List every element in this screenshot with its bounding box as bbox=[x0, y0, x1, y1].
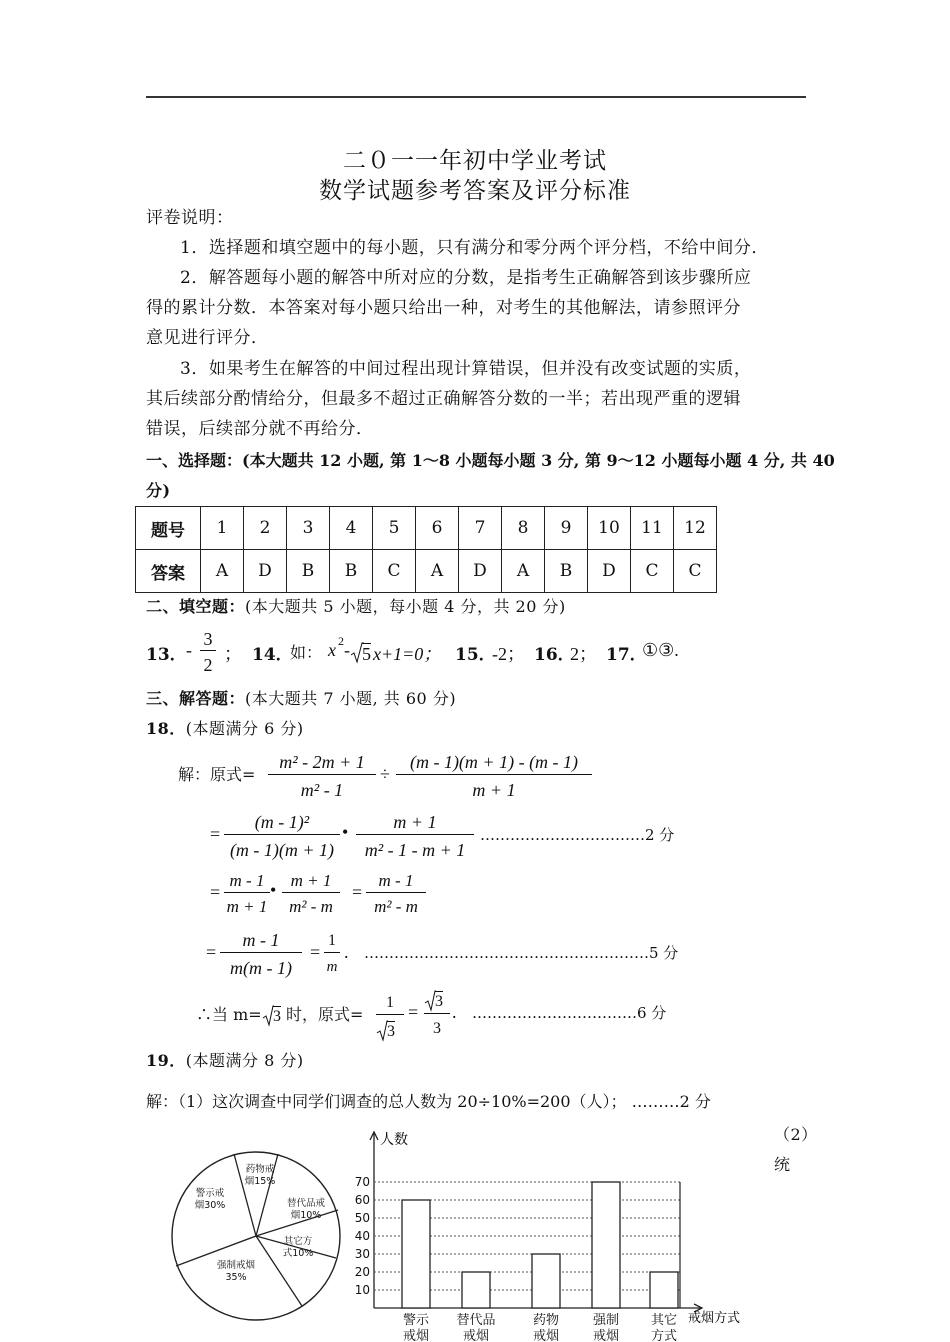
q18-f4-num: m + 1 bbox=[356, 810, 474, 835]
table-cell: C bbox=[373, 550, 416, 593]
table-row-numbers bbox=[136, 507, 717, 550]
q13-sep: ； bbox=[224, 644, 242, 664]
table-cell: A bbox=[201, 550, 244, 593]
q18-bullet-1: • bbox=[342, 822, 349, 842]
q15-answer: -2； bbox=[492, 644, 525, 664]
q18-f2-den: m + 1 bbox=[472, 780, 516, 800]
x-category-label: 替代品 bbox=[456, 1313, 496, 1328]
table-cell: A bbox=[502, 550, 545, 593]
q18-period-2: . bbox=[452, 1002, 457, 1022]
q19-heading bbox=[146, 1046, 304, 1076]
table-cell: 9 bbox=[545, 507, 588, 550]
q18-f7-num: m - 1 bbox=[366, 870, 426, 893]
title-line-1: 二０一一年初中学业考试 bbox=[343, 148, 607, 174]
q18-label: 18． bbox=[146, 719, 186, 738]
q18-eq-4: = bbox=[206, 942, 217, 962]
q13-label: 13． bbox=[146, 645, 187, 665]
x-category-label: 警示 bbox=[402, 1313, 430, 1328]
pie-chart bbox=[168, 1148, 344, 1324]
q18-eq-6: = bbox=[408, 1002, 419, 1022]
table-cell: 3 bbox=[287, 507, 330, 550]
pie-label: 35% bbox=[225, 1272, 247, 1283]
q18-f9-num: 1 bbox=[324, 930, 340, 953]
x-category-label: 戒烟 bbox=[462, 1329, 490, 1342]
q18-f11-den: 3 bbox=[433, 1020, 441, 1037]
q18-f11-num: 3 bbox=[435, 993, 443, 1010]
q19-part2-a: （2） bbox=[774, 1125, 818, 1144]
note-3c: 错误，后续部分就不再给分． bbox=[146, 419, 374, 439]
table-head-answer: 答案 bbox=[136, 550, 201, 593]
table-cell: 5 bbox=[373, 507, 416, 550]
q18-f8-den: m(m - 1) bbox=[230, 958, 292, 978]
q18-solve: 解：原式= bbox=[178, 765, 256, 784]
section-2-desc: (本大题共 5 小题，每小题 4 分，共 20 分) bbox=[245, 597, 566, 616]
answer-table bbox=[135, 506, 717, 593]
y-tick-label: 10 bbox=[354, 1283, 370, 1297]
table-cell: 11 bbox=[631, 507, 674, 550]
bar bbox=[650, 1272, 678, 1308]
table-head-number: 题号 bbox=[136, 507, 201, 550]
y-tick-label: 50 bbox=[354, 1211, 370, 1225]
q18-f9-den: m bbox=[326, 959, 338, 975]
pie-label: 式10% bbox=[282, 1248, 314, 1259]
table-cell: 8 bbox=[502, 507, 545, 550]
q18-heading bbox=[146, 714, 304, 744]
table-row-answers bbox=[136, 550, 717, 593]
q19-solve: 解：（1）这次调查中同学们调查的总人数为 20÷10%=200（人）； ………2 分 bbox=[146, 1092, 711, 1111]
q16-label: 16． bbox=[534, 645, 575, 665]
q18-root3: 3 bbox=[273, 1008, 281, 1025]
pie-label: 烟15% bbox=[244, 1176, 276, 1187]
x-category-label: 药物 bbox=[532, 1313, 560, 1328]
pie-label: 替代品戒 bbox=[286, 1198, 326, 1209]
q14-root: 5 bbox=[362, 644, 371, 664]
bar bbox=[462, 1272, 490, 1308]
bar bbox=[592, 1182, 620, 1308]
q18-f10-den-root: 3 bbox=[387, 1023, 395, 1040]
bar bbox=[532, 1254, 560, 1308]
x-category-label: 强制 bbox=[592, 1313, 620, 1328]
q18-eq-5: = bbox=[310, 942, 321, 962]
section-2-title: 二、填空题： bbox=[146, 597, 246, 616]
pie-label: 强制戒烟 bbox=[216, 1260, 256, 1271]
y-tick-label: 60 bbox=[354, 1193, 370, 1207]
q18-f5-num: m - 1 bbox=[224, 870, 270, 893]
title-line-2: 数学试题参考答案及评分标准 bbox=[319, 178, 631, 204]
q18-f4-den: m² - 1 - m + 1 bbox=[364, 840, 466, 860]
table-cell: 6 bbox=[416, 507, 459, 550]
x-category-label: 戒烟 bbox=[402, 1329, 430, 1342]
q18-eq-3: = bbox=[352, 882, 363, 902]
q18-f11-bar bbox=[424, 1013, 450, 1014]
section-3-title: 三、解答题： bbox=[146, 689, 246, 708]
y-tick-label: 70 bbox=[354, 1175, 370, 1189]
x-category-label: 其它 bbox=[650, 1313, 678, 1328]
q18-f3-num: (m - 1)² bbox=[224, 810, 340, 835]
pie-label: 警示戒 bbox=[195, 1188, 225, 1199]
pie-label: 药物戒 bbox=[245, 1164, 275, 1175]
table-cell: D bbox=[459, 550, 502, 593]
q18-div: ÷ bbox=[380, 764, 390, 784]
q18-bullet-2: • bbox=[270, 880, 277, 900]
note-2c: 意见进行评分． bbox=[146, 328, 269, 348]
note-1: 1．选择题和填空题中的每小题，只有满分和零分两个评分档，不给中间分． bbox=[180, 238, 769, 258]
table-cell: 4 bbox=[330, 507, 373, 550]
table-cell: A bbox=[416, 550, 459, 593]
q13-numerator: 3 bbox=[200, 628, 216, 651]
table-cell: 10 bbox=[588, 507, 631, 550]
y-axis-label: 人数 bbox=[380, 1132, 408, 1148]
q14-minus: - bbox=[344, 640, 350, 660]
note-2b: 得的累计分数．本答案对每小题只给出一种，对考生的其他解法，请参照评分 bbox=[146, 298, 741, 318]
q15-label: 15． bbox=[455, 645, 496, 665]
x-category-label: 戒烟 bbox=[532, 1329, 560, 1342]
q18-f1-num: m² - 2m + 1 bbox=[268, 750, 376, 775]
y-tick-label: 20 bbox=[354, 1265, 370, 1279]
q18-f5-den: m + 1 bbox=[226, 897, 268, 916]
note-2a: 2．解答题每小题的解答中所对应的分数，是指考生正确解答到该步骤所应 bbox=[180, 268, 752, 288]
q16-answer: 2； bbox=[570, 644, 597, 664]
table-cell: C bbox=[674, 550, 717, 593]
q17-answer: ①③. bbox=[642, 640, 679, 660]
q17-label: 17． bbox=[606, 645, 647, 665]
q14-sup: 2 bbox=[338, 634, 344, 648]
notes-heading: 评卷说明： bbox=[146, 208, 234, 228]
q18-period-1: . bbox=[344, 942, 349, 962]
table-cell: B bbox=[545, 550, 588, 593]
q14-label: 14． bbox=[252, 645, 293, 665]
pie-label: 烟30% bbox=[194, 1200, 226, 1211]
q14-tail: x+1=0； bbox=[373, 644, 442, 664]
table-cell: C bbox=[631, 550, 674, 593]
q14-x: x bbox=[328, 640, 336, 660]
q13-denominator: 2 bbox=[203, 655, 213, 675]
table-cell: D bbox=[244, 550, 287, 593]
bar bbox=[402, 1200, 430, 1308]
q18-eq-2: = bbox=[210, 882, 221, 902]
q18-when: ∴当 m= bbox=[196, 1005, 262, 1024]
y-tick-label: 30 bbox=[354, 1247, 370, 1261]
table-cell: B bbox=[330, 550, 373, 593]
table-cell: D bbox=[588, 550, 631, 593]
note-3b: 其后续部分酌情给分，但最多不超过正确解答分数的一半；若出现严重的逻辑 bbox=[146, 389, 741, 409]
table-cell: 1 bbox=[201, 507, 244, 550]
q18-f6-den: m² - m bbox=[289, 897, 333, 916]
q18-f3-den: (m - 1)(m + 1) bbox=[229, 840, 335, 860]
note-3a: 3．如果考生在解答的中间过程出现计算错误，但并没有改变试题的实质， bbox=[180, 359, 752, 379]
section-1-heading-cont: 分) bbox=[146, 481, 171, 500]
q19-part2-b: 统 bbox=[774, 1155, 791, 1174]
q19-desc: (本题满分 8 分) bbox=[185, 1051, 304, 1070]
top-rule bbox=[146, 96, 806, 98]
q18-desc: (本题满分 6 分) bbox=[185, 719, 304, 738]
table-cell: 7 bbox=[459, 507, 502, 550]
q18-f1-den: m² - 1 bbox=[300, 780, 344, 800]
x-axis-label: 戒烟方式 bbox=[688, 1311, 741, 1326]
table-cell: 12 bbox=[674, 507, 717, 550]
q18-score-5: …………………………………………………5 分 bbox=[364, 944, 679, 962]
section-3-heading bbox=[146, 684, 456, 714]
q18-f8-num: m - 1 bbox=[220, 928, 302, 953]
q14-prefix: 如： bbox=[290, 643, 323, 662]
q18-when2: 时，原式= bbox=[286, 1005, 364, 1024]
pie-label: 烟10% bbox=[290, 1210, 322, 1221]
y-tick-label: 40 bbox=[354, 1229, 370, 1243]
q18-score-2: ……………………………2 分 bbox=[480, 826, 675, 844]
section-2-heading bbox=[146, 592, 566, 622]
table-cell: 2 bbox=[244, 507, 287, 550]
q19-label: 19． bbox=[146, 1051, 186, 1070]
bar-chart bbox=[350, 1128, 760, 1342]
pie-label: 其它方 bbox=[283, 1236, 313, 1247]
x-category-label: 戒烟 bbox=[592, 1329, 620, 1342]
q13-sign: - bbox=[186, 640, 192, 660]
q18-f10-num: 1 bbox=[376, 992, 404, 1015]
q18-f6-num: m + 1 bbox=[282, 870, 340, 893]
q18-f7-den: m² - m bbox=[374, 897, 418, 916]
section-1-heading: 一、选择题：(本大题共 12 小题, 第 1～8 小题每小题 3 分, 第 9～12 小题每小题 4 分, 共 40 bbox=[146, 451, 835, 470]
section-3-desc: (本大题共 7 小题, 共 60 分) bbox=[245, 689, 457, 708]
x-category-label: 方式 bbox=[650, 1329, 678, 1342]
q18-eq-1: = bbox=[210, 824, 221, 844]
q18-score-6: ……………………………6 分 bbox=[472, 1004, 667, 1022]
table-cell: B bbox=[287, 550, 330, 593]
q18-f2-num: (m - 1)(m + 1) - (m - 1) bbox=[396, 750, 592, 775]
